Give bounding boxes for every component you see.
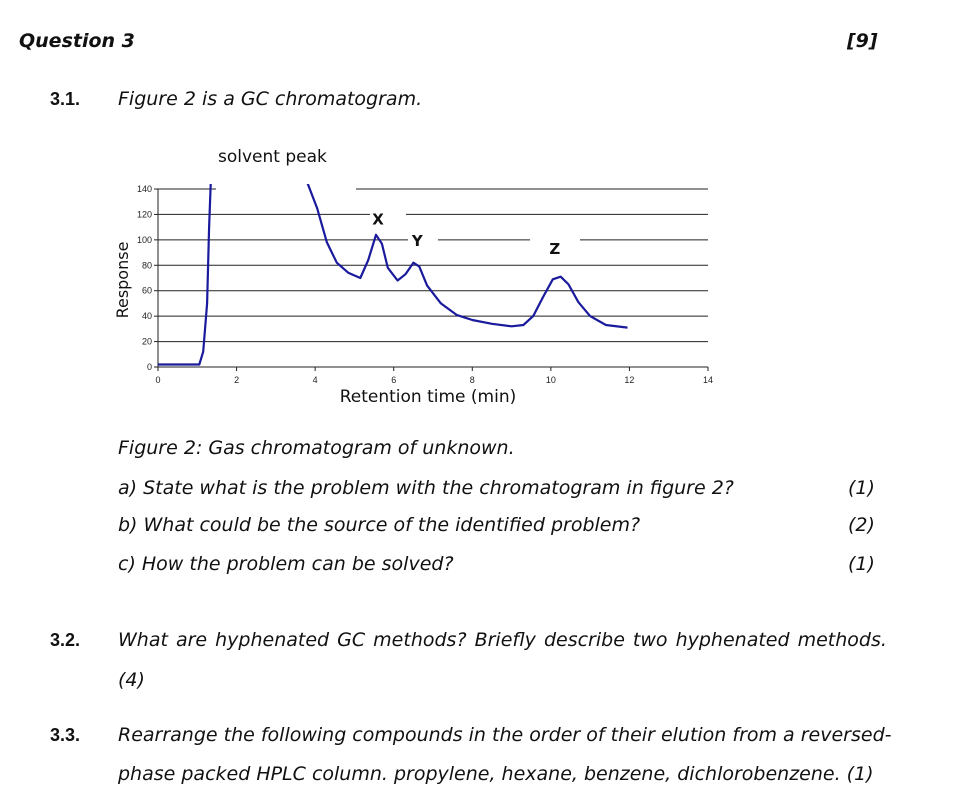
q32-number: 3.2. [50, 630, 81, 650]
y-tick-label-120: 120 [136, 209, 152, 220]
q31-number: 3.1. [50, 89, 81, 109]
x-tick-label-10: 10 [545, 375, 556, 385]
figure-caption: Figure 2: Gas chromatogram of unknown. [118, 437, 515, 459]
q31-part-b: b) What could be the source of the identified problem? [118, 514, 641, 536]
x-tick-label-0: 0 [155, 375, 161, 385]
annotation-z-peak: Z [549, 239, 561, 258]
x-tick-label-14: 14 [702, 375, 714, 385]
x-tick-label-12: 12 [624, 375, 635, 385]
q31-intro: Figure 2 is a GC chromatogram. [118, 88, 423, 110]
annotation-x-peak: X [372, 210, 384, 229]
gc-chromatogram-chart [108, 138, 728, 418]
y-tick-label-100: 100 [136, 234, 152, 245]
q31-part-c-marks: (1) [848, 553, 875, 575]
q32-line2: (4) [118, 669, 145, 691]
x-tick-label-8: 8 [469, 375, 475, 385]
q32-line1: What are hyphenated GC methods? Briefly describe two hyphenated methods. [118, 629, 887, 651]
total-marks: [9] [847, 30, 878, 52]
q33-number: 3.3. [50, 725, 81, 745]
y-tick-label-140: 140 [136, 184, 152, 194]
q33-line2: phase packed HPLC column. propylene, hexane, benzene, dichlorobenzene. (1) [118, 763, 874, 785]
q31-part-a-marks: (1) [848, 477, 875, 499]
x-axis-label: Retention time (min) [339, 387, 517, 407]
x-tick-label-2: 2 [234, 375, 240, 385]
q31-part-a: a) State what is the problem with the chromatogram in figure 2? [118, 477, 734, 499]
q31-part-c: c) How the problem can be solved? [118, 553, 454, 575]
q31-part-b-marks: (2) [848, 514, 875, 536]
q33-line1: Rearrange the following compounds in the order of their elution from a reversed- [118, 724, 892, 746]
y-tick-label-20: 20 [141, 336, 152, 347]
series-line-chromatogram [158, 176, 628, 364]
annotation-mask-solvent [216, 178, 356, 193]
annotation-y-peak: Y [411, 232, 423, 251]
annotation-solvent-peak: solvent peak [218, 147, 327, 167]
y-tick-label-40: 40 [141, 311, 152, 322]
y-tick-label-60: 60 [141, 285, 152, 296]
x-tick-label-6: 6 [391, 375, 397, 385]
question-title: Question 3 [19, 30, 135, 52]
y-tick-label-80: 80 [141, 260, 152, 271]
y-axis-label: Response [113, 241, 132, 319]
x-tick-label-4: 4 [312, 375, 318, 385]
y-tick-label-0: 0 [146, 362, 152, 372]
